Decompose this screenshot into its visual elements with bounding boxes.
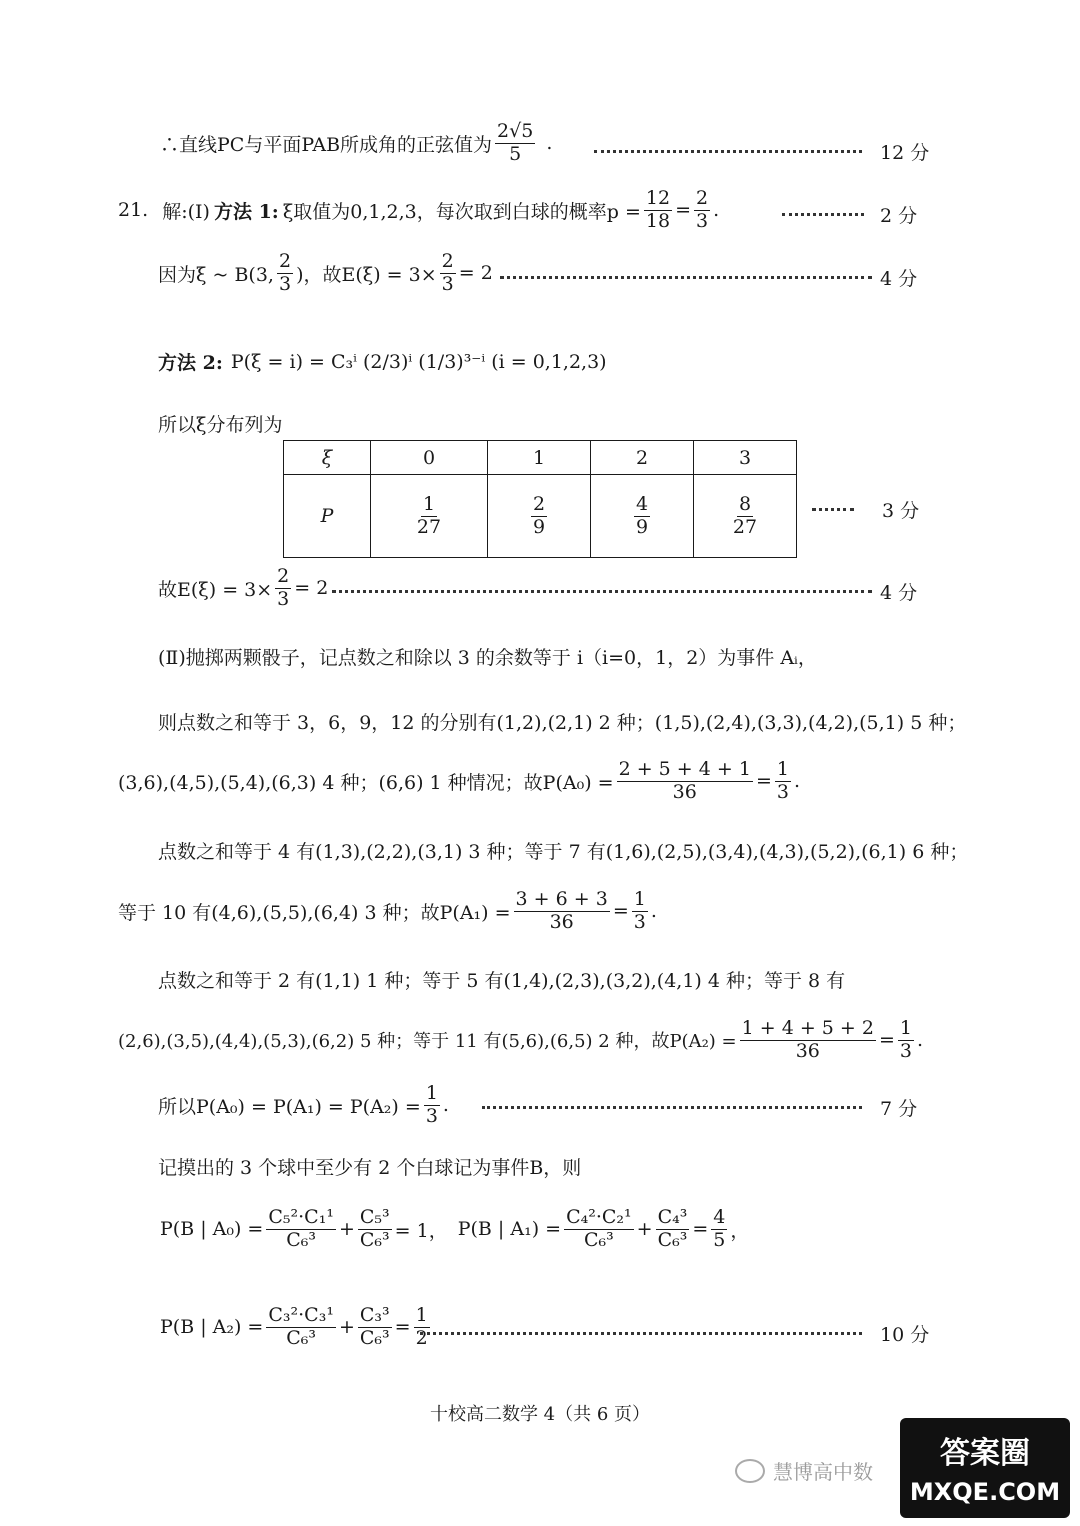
line-sum-4-7: 点数之和等于 4 有(1,3),(2,2),(3,1) 3 种；等于 7 有(1,6),(2,5),(3,4),(4,3),(5,2),(6,1) 6 种；: [158, 841, 969, 863]
score-12: 12 分: [880, 142, 930, 164]
leader-dots: [812, 508, 854, 511]
page-footer: 十校高二数学 4（共 6 页）: [429, 1404, 651, 1425]
line-PBA0-PBA1: P(B | A₀) = $\frac{\text{C₅²·C₁¹}}{\text{C₆³}}$ + $\frac{\text{C₅³}}{\text{C₆³}}$ = 1， P(B | A₁) = $\frac{\text{C₄²·C₂¹}}{\text{C₆³}}$ + $\frac{\text{C₄³}}{\text{C₆³}}$ = $\frac{4}{5}$ ，: [160, 1206, 750, 1251]
score-4b: 4 分: [880, 582, 918, 604]
table-header-row: [284, 441, 797, 475]
leader-dots: [332, 590, 872, 593]
fraction: $\frac{2}{3}$: [278, 250, 292, 295]
fraction: $\frac{1}{3}$: [899, 1017, 912, 1062]
line-21-method1: 21. 解:(Ⅰ) 方法 1: ξ取值为0,1,2,3，每次取到白球的概率p = $\frac{12}{18}$ = $\frac{2}{3}$ .: [118, 187, 720, 232]
fraction: $\frac{2}{3}$: [441, 250, 454, 295]
fraction: $\frac{1 + 4 + 5 + 2}{36}$: [741, 1017, 874, 1062]
table-cell: $\frac{4}{9}$: [591, 475, 694, 558]
table-row: [284, 475, 797, 558]
leader-dots: [782, 213, 864, 216]
line-equal-prob: 所以P(A₀) = P(A₁) = P(A₂) = $\frac{1}{3}$ .: [158, 1082, 449, 1127]
table-cell: 1: [488, 441, 591, 475]
line-expectation: 故E(ξ) = 3× $\frac{2}{3}$ = 2: [158, 565, 329, 610]
fraction: $\frac{2√5}{5}$: [497, 120, 534, 165]
line-method2: 方法 2: P(ξ = i) = C₃ⁱ (2/3)ⁱ (1/3)³⁻ⁱ (i = 0,1,2,3): [158, 350, 607, 374]
fraction: $\frac{\text{C₃³}}{\text{C₆³}}$: [359, 1304, 390, 1349]
wechat-watermark: 慧博高中数: [735, 1456, 873, 1485]
line-sum-2-5-8: 点数之和等于 2 有(1,1) 1 种；等于 5 有(1,4),(2,3),(3,2),(4,1) 4 种；等于 8 有: [158, 970, 846, 992]
fraction: $\frac{\text{C₅²·C₁¹}}{\text{C₆³}}$: [268, 1206, 334, 1251]
line-event-B: 记摸出的 3 个球中至少有 2 个白球记为事件B，则: [158, 1157, 582, 1179]
table-cell: $\frac{8}{27}$: [694, 475, 797, 558]
text: ∴直线PC与平面PAB所成角的正弦值为: [160, 133, 493, 156]
fraction: $\frac{4}{5}$: [713, 1206, 726, 1251]
leader-dots: [482, 1106, 862, 1109]
line-sine-result: ∴直线PC与平面PAB所成角的正弦值为 $\frac{2√5}{5}$ .: [160, 120, 553, 165]
fraction: $\frac{2}{3}$: [695, 187, 709, 232]
fraction: $\frac{2}{3}$: [277, 565, 290, 610]
table-cell: ξ: [284, 441, 371, 475]
line-PA0: (3,6),(4,5),(5,4),(6,3) 4 种；(6,6) 1 种情况；故P(A₀) = $\frac{2 + 5 + 4 + 1}{36}$ = $\frac{1}{3}$ .: [118, 758, 800, 803]
line-PBA2: P(B | A₂) = $\frac{\text{C₃²·C₃¹}}{\text{C₆³}}$ + $\frac{\text{C₃³}}{\text{C₆³}}$ = $\frac{1}{2}$: [160, 1304, 428, 1349]
line-part2: (Ⅱ)抛掷两颗骰子，记点数之和除以 3 的余数等于 i（i=0，1，2）为事件 Aᵢ，: [158, 647, 817, 669]
table-cell: $\frac{1}{27}$: [371, 475, 488, 558]
line-distribution-intro: 所以ξ分布列为: [158, 414, 283, 436]
leader-dots: [500, 276, 872, 279]
table-cell: P: [284, 475, 371, 558]
fraction: $\frac{2 + 5 + 4 + 1}{36}$: [618, 758, 751, 803]
table-cell: 0: [371, 441, 488, 475]
table-cell: $\frac{2}{9}$: [488, 475, 591, 558]
line-PA2: (2,6),(3,5),(4,4),(5,3),(6,2) 5 种；等于 11 有(5,6),(6,5) 2 种，故P(A₂) = $\frac{1 + 4 + 5 + 2}{36}$ = $\frac{1}{3}$ .: [118, 1017, 924, 1062]
line-sum-369: 则点数之和等于 3，6，9，12 的分别有(1,2),(2,1) 2 种；(1,5),(2,4),(3,3),(4,2),(5,1) 5 种；: [158, 712, 967, 734]
line-PA1: 等于 10 有(4,6),(5,5),(6,4) 3 种；故P(A₁) = $\frac{3 + 6 + 3}{36}$ = $\frac{1}{3}$ .: [118, 888, 657, 933]
leader-dots: [420, 1332, 862, 1335]
score-10: 10 分: [880, 1324, 930, 1346]
fraction: $\frac{3 + 6 + 3}{36}$: [515, 888, 608, 933]
distribution-table: [283, 440, 797, 558]
site-logo: 答案圈 MXQE.COM: [900, 1418, 1070, 1518]
fraction: $\frac{\text{C₅³}}{\text{C₆³}}$: [359, 1206, 390, 1251]
fraction: $\frac{12}{18}$: [645, 187, 671, 232]
fraction: $\frac{1}{3}$: [425, 1082, 438, 1127]
score-4: 4 分: [880, 268, 918, 290]
wechat-icon: [735, 1459, 765, 1483]
score-2: 2 分: [880, 205, 918, 227]
leader-dots: [594, 150, 862, 153]
fraction: $\frac{\text{C₃²·C₃¹}}{\text{C₆³}}$: [268, 1304, 334, 1349]
score-3: 3 分: [882, 500, 920, 522]
fraction: $\frac{\text{C₄³}}{\text{C₆³}}$: [657, 1206, 688, 1251]
table-cell: 3: [694, 441, 797, 475]
line-binomial: 因为ξ ~ B(3, $\frac{2}{3}$ )，故E(ξ) = 3× $\frac{2}{3}$ = 2: [158, 250, 493, 295]
fraction: $\frac{1}{2}$: [415, 1304, 428, 1349]
fraction: $\frac{\text{C₄²·C₂¹}}{\text{C₆³}}$: [566, 1206, 632, 1251]
fraction: $\frac{1}{3}$: [776, 758, 789, 803]
table-cell: 2: [591, 441, 694, 475]
score-7: 7 分: [880, 1098, 918, 1120]
fraction: $\frac{1}{3}$: [633, 888, 646, 933]
